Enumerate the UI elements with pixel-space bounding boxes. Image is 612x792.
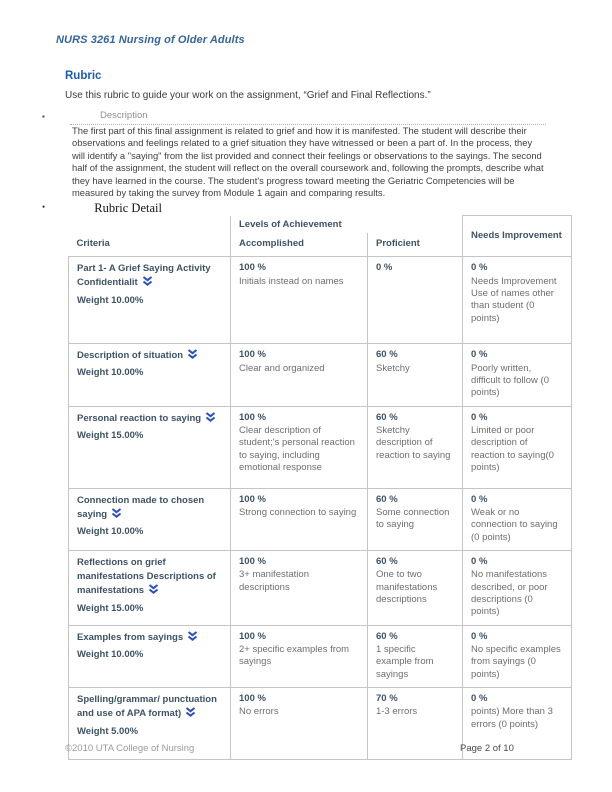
percent-value: 60 % bbox=[376, 555, 398, 567]
rubric-detail-label: Rubric Detail bbox=[94, 201, 162, 215]
percent-value: 100 % bbox=[239, 262, 266, 274]
cell-description: Needs Improvement Use of names other than student (0 points) bbox=[471, 275, 557, 324]
percent-value: 100 % bbox=[239, 693, 266, 705]
needs-improvement-cell bbox=[463, 406, 572, 488]
percent-value: 0 % bbox=[471, 349, 488, 361]
chevron-expand-icon bbox=[185, 707, 196, 722]
needs-improvement-cell bbox=[463, 344, 572, 406]
criteria-title: Personal reaction to saying bbox=[77, 412, 202, 424]
criteria-cell bbox=[69, 344, 231, 406]
column-header-needs-improvement: Needs Improvement bbox=[463, 216, 572, 257]
percent-value: 0 % bbox=[471, 262, 488, 274]
chevron-expand-icon bbox=[187, 631, 198, 646]
description-text: The first part of this final assignment is related to grief and how it is manifested. The student will describe their observations and feelings related to a grief situation they have witnessed or been a part of. In the process, they will identify a "saying" from the list provided and connect their feelings or observations to the sayings. The second half of the assignment, the student will reflect on the overall coursework and, following the prompts, describe what they have learned in the course. The student's progress toward meeting the Geriatric Competencies will be measured by taking the survey from Module 1 again and comparing results. bbox=[72, 125, 544, 199]
rubric-detail-section-header bbox=[42, 201, 162, 216]
proficient-cell bbox=[368, 625, 463, 687]
percent-value: 100 % bbox=[239, 411, 266, 423]
criteria-weight: Weight 10.00% bbox=[77, 526, 144, 538]
criteria-title: Description of situation bbox=[77, 350, 184, 362]
chevron-expand-icon bbox=[205, 412, 216, 427]
cell-description: Clear and organized bbox=[239, 362, 325, 374]
criteria-cell bbox=[69, 550, 231, 625]
percent-value: 100 % bbox=[239, 493, 266, 505]
proficient-cell bbox=[368, 550, 463, 625]
criteria-title: Connection made to chosen saying bbox=[77, 494, 205, 520]
proficient-cell bbox=[368, 257, 463, 344]
chevron-expand-icon bbox=[187, 349, 198, 364]
cell-description: Some connection to saying bbox=[376, 506, 450, 531]
needs-improvement-cell bbox=[463, 625, 572, 687]
accomplished-cell bbox=[231, 406, 368, 488]
criteria-title: Part 1- A Grief Saying Activity Confidentialit bbox=[77, 263, 211, 289]
square-bullet-icon: ▪ bbox=[42, 112, 45, 121]
cell-description: Sketchy description of reaction to saying bbox=[376, 424, 451, 461]
percent-value: 60 % bbox=[376, 349, 398, 361]
header-spacer-cell bbox=[69, 216, 231, 233]
criteria-cell bbox=[69, 488, 231, 550]
cell-description: Strong connection to saying bbox=[239, 506, 357, 518]
column-header-criteria: Criteria bbox=[69, 233, 231, 257]
percent-value: 0 % bbox=[471, 693, 488, 705]
criteria-weight: Weight 10.00% bbox=[77, 648, 144, 660]
cell-description: One to two manifestations descriptions bbox=[376, 569, 438, 605]
percent-value: 0 % bbox=[471, 630, 488, 642]
accomplished-cell bbox=[231, 257, 368, 344]
levels-header-row bbox=[69, 216, 572, 233]
chevron-expand-icon bbox=[148, 584, 159, 599]
cell-description: Limited or poor description of reaction to saying(0 points) bbox=[471, 424, 554, 473]
criteria-title: Reflections on grief manifestations Descriptions of manifestations bbox=[77, 556, 216, 597]
percent-value: 0 % bbox=[471, 555, 488, 567]
proficient-cell bbox=[368, 488, 463, 550]
round-bullet-icon: • bbox=[42, 202, 46, 212]
footer-page-number: Page 2 of 10 bbox=[460, 743, 514, 754]
cell-description: 3+ manifestation descriptions bbox=[239, 569, 309, 593]
percent-value: 100 % bbox=[239, 630, 266, 642]
description-label: Description bbox=[100, 110, 148, 121]
percent-value: 60 % bbox=[376, 493, 398, 505]
course-header: NURS 3261 Nursing of Older Adults bbox=[56, 34, 245, 46]
percent-value: 0 % bbox=[376, 262, 393, 274]
accomplished-cell bbox=[231, 688, 368, 760]
proficient-cell bbox=[368, 406, 463, 488]
cell-description: 2+ specific examples from sayings bbox=[239, 644, 350, 668]
criteria-weight: Weight 5.00% bbox=[77, 725, 139, 737]
percent-value: 60 % bbox=[376, 630, 398, 642]
criteria-weight: Weight 10.00% bbox=[77, 294, 144, 306]
criteria-cell bbox=[69, 257, 231, 344]
table-row bbox=[69, 257, 572, 344]
percent-value: 70 % bbox=[376, 693, 398, 705]
column-header-proficient: Proficient bbox=[368, 233, 463, 257]
cell-description: No errors bbox=[239, 706, 279, 718]
cell-description: Clear description of student;'s personal reaction to saying, including emotional response bbox=[239, 424, 355, 473]
cell-description: Weak or no connection to saying (0 points) bbox=[471, 506, 558, 543]
criteria-weight: Weight 15.00% bbox=[77, 602, 144, 614]
needs-improvement-cell bbox=[463, 488, 572, 550]
criteria-title: Examples from sayings bbox=[77, 631, 184, 643]
percent-value: 0 % bbox=[471, 493, 488, 505]
chevron-expand-icon bbox=[111, 508, 122, 523]
rubric-table bbox=[68, 215, 572, 760]
percent-value: 0 % bbox=[471, 411, 488, 423]
cell-description: 1 specific example from sayings bbox=[376, 644, 434, 680]
footer-copyright: ©2010 UTA College of Nursing bbox=[65, 743, 195, 754]
cell-description: points) More than 3 errors (0 points) bbox=[471, 706, 553, 730]
accomplished-cell bbox=[231, 344, 368, 406]
criteria-cell bbox=[69, 406, 231, 488]
criteria-cell bbox=[69, 625, 231, 687]
table-row bbox=[69, 406, 572, 488]
table-row bbox=[69, 488, 572, 550]
cell-description: No manifestations described, or poor descriptions (0 points) bbox=[471, 569, 548, 618]
chevron-expand-icon bbox=[142, 276, 153, 291]
needs-improvement-cell bbox=[463, 550, 572, 625]
criteria-weight: Weight 10.00% bbox=[77, 367, 144, 379]
accomplished-cell bbox=[231, 625, 368, 687]
column-header-accomplished: Accomplished bbox=[231, 233, 368, 257]
criteria-title: Spelling/grammar/ punctuation and use of APA format) bbox=[77, 694, 217, 720]
percent-value: 60 % bbox=[376, 411, 398, 423]
proficient-cell bbox=[368, 344, 463, 406]
levels-of-achievement-header: Levels of Achievement bbox=[231, 216, 463, 233]
page-title: Rubric bbox=[65, 70, 102, 82]
cell-description: Poorly written, difficult to follow (0 points) bbox=[471, 362, 549, 399]
accomplished-cell bbox=[231, 488, 368, 550]
intro-text: Use this rubric to guide your work on the assignment, “Grief and Final Reflections.” bbox=[65, 90, 431, 101]
percent-value: 100 % bbox=[239, 349, 266, 361]
criteria-weight: Weight 15.00% bbox=[77, 429, 144, 441]
table-row bbox=[69, 344, 572, 406]
table-row bbox=[69, 625, 572, 687]
cell-description: No specific examples from sayings (0 points) bbox=[471, 644, 561, 680]
accomplished-cell bbox=[231, 550, 368, 625]
cell-description: Sketchy bbox=[376, 362, 410, 374]
proficient-cell bbox=[368, 688, 463, 760]
table-row bbox=[69, 550, 572, 625]
percent-value: 100 % bbox=[239, 555, 266, 567]
needs-improvement-cell bbox=[463, 257, 572, 344]
cell-description: Initials instead on names bbox=[239, 275, 344, 287]
cell-description: 1-3 errors bbox=[376, 706, 418, 718]
description-section-header bbox=[42, 110, 546, 125]
